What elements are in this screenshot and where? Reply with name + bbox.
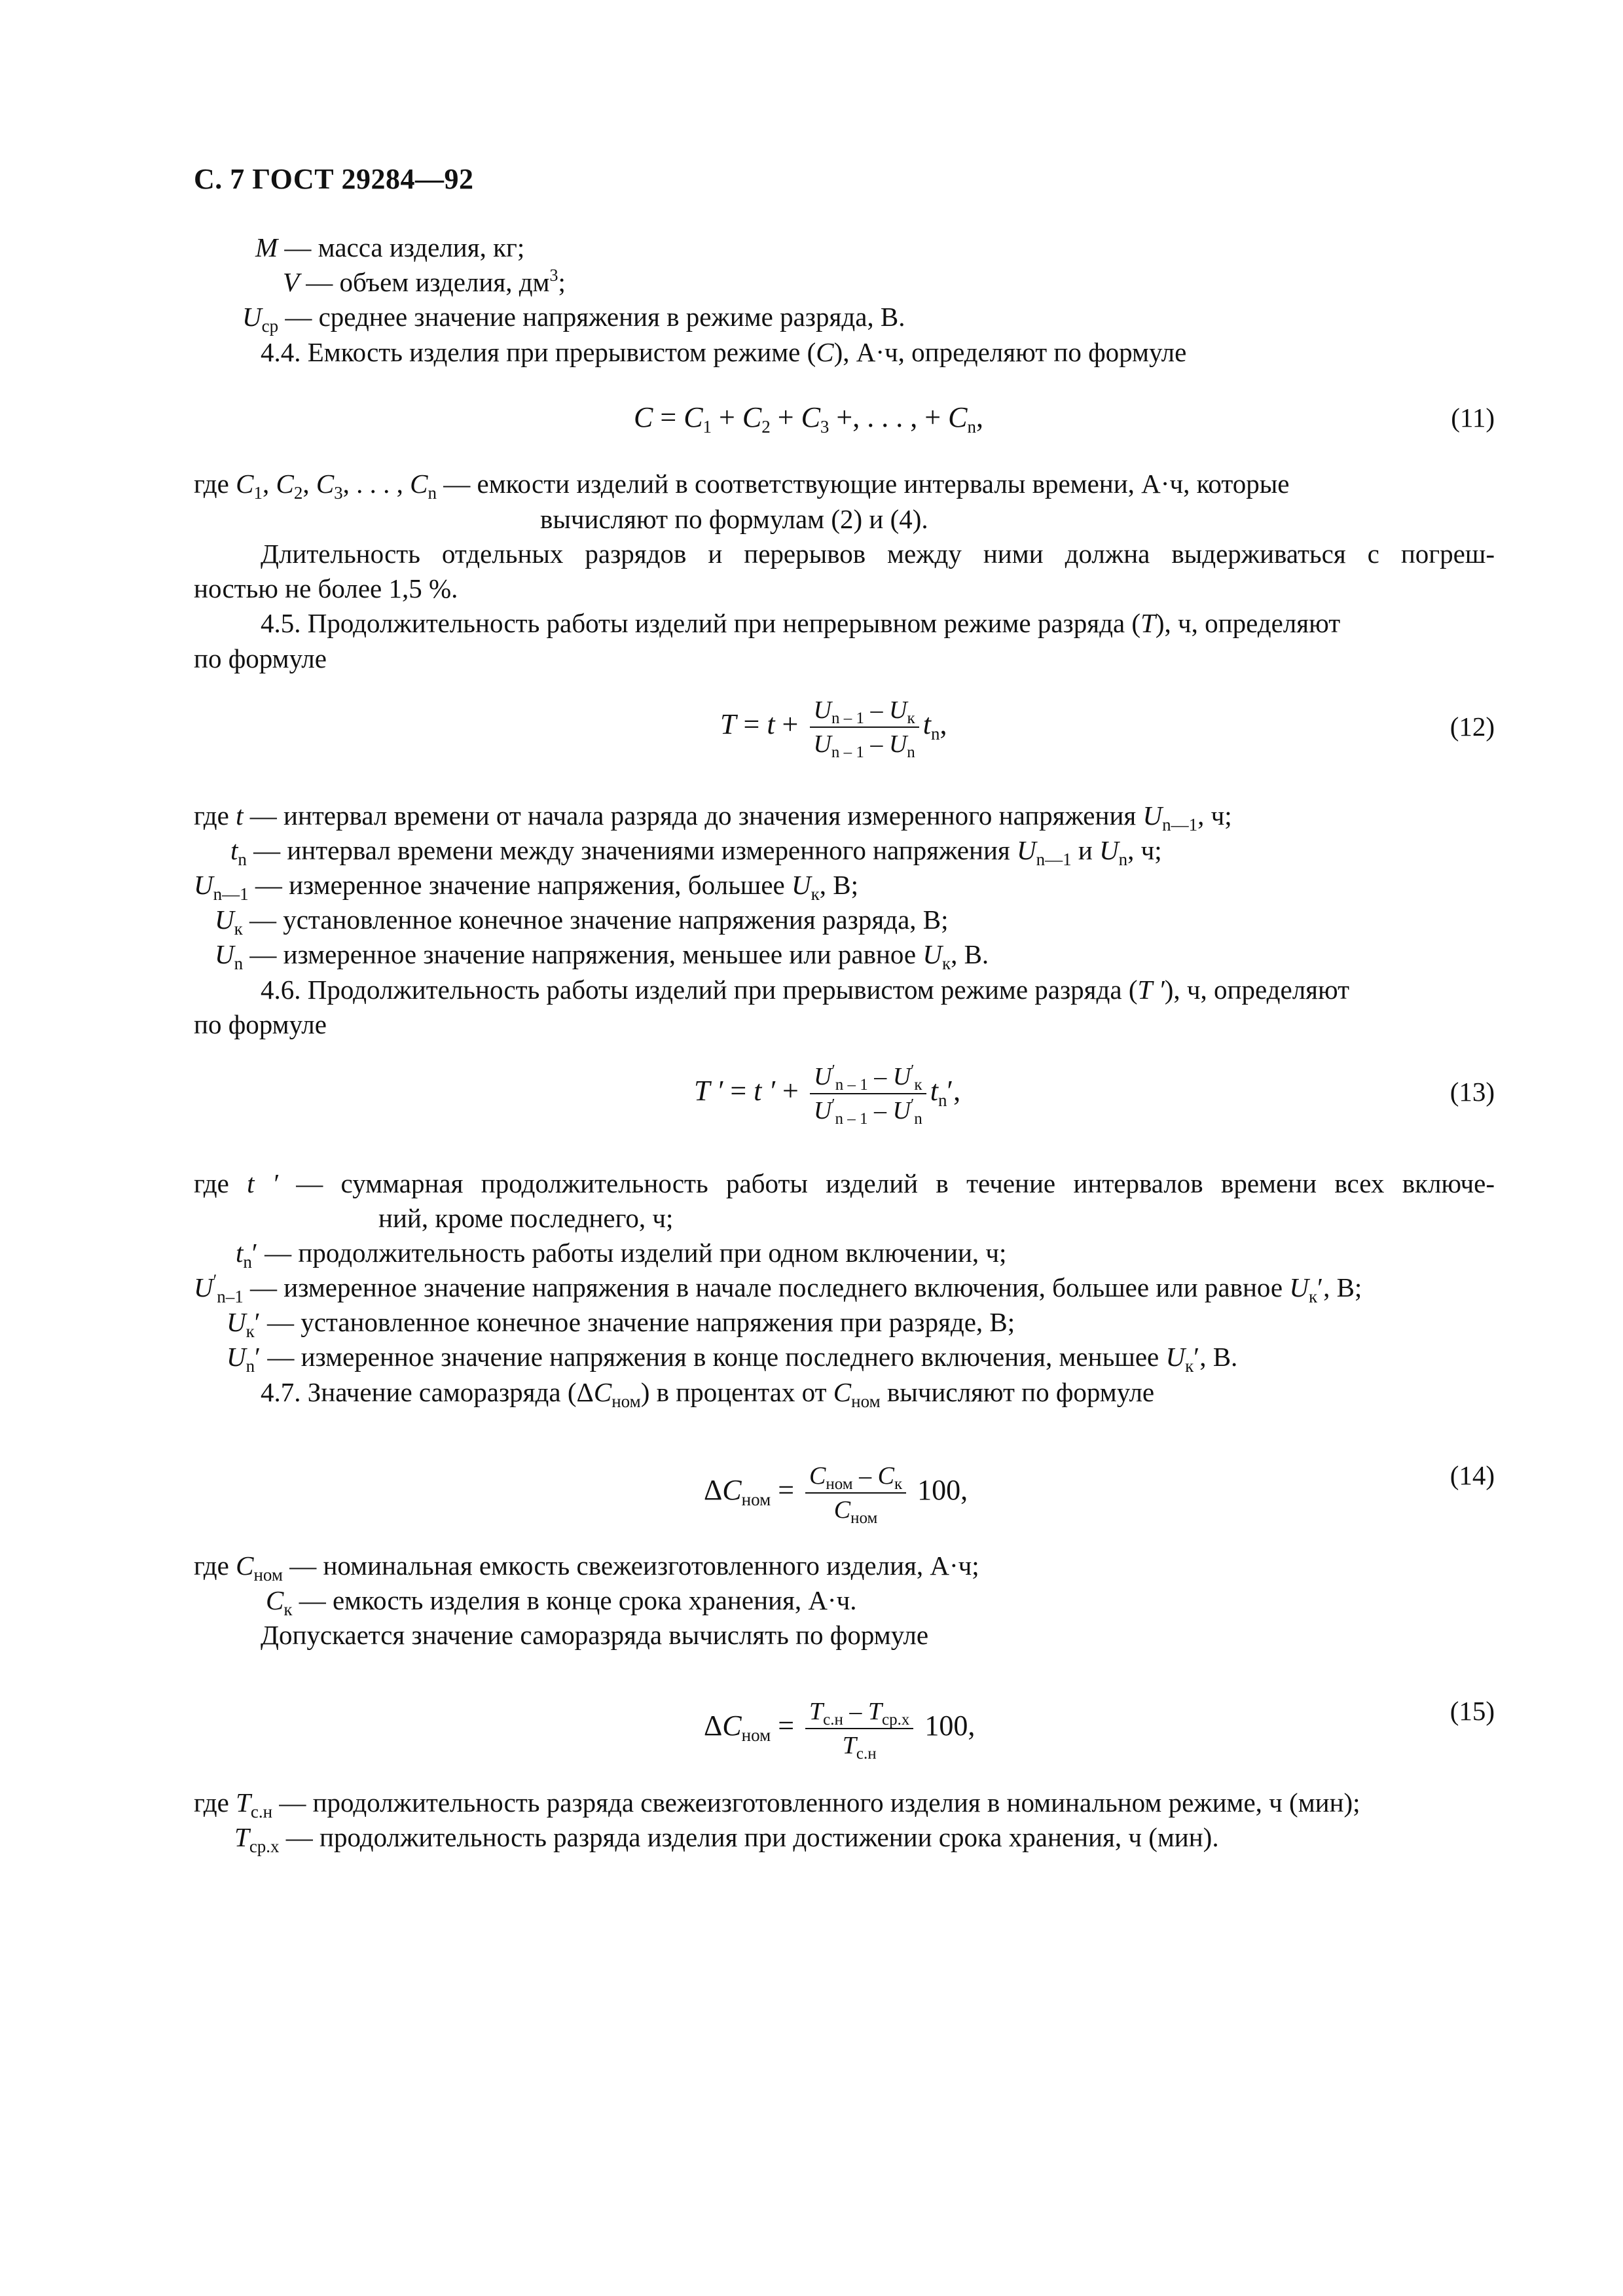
formula-11: $C = C_1 + C_2 + C_3$ +, . . . , + $C_n$, — [634, 401, 983, 437]
where-13-un1: $U'_{n-1}$ — измеренное значение напряжения в начале последнего включения, большее или равное $U_к'$, В; — [194, 1271, 1362, 1306]
formula-12-number: (12) — [1450, 711, 1495, 742]
section-4-5-line2: по формуле — [194, 643, 327, 673]
formula-15-number: (15) — [1450, 1696, 1495, 1726]
def-mass: M — масса изделия, кг; — [255, 232, 525, 262]
formula-11-number: (11) — [1451, 403, 1495, 433]
formula-13-number: (13) — [1450, 1077, 1495, 1107]
where-12-uk: $U_к$ — установленное конечное значение напряжения разряда, В; — [215, 905, 949, 939]
formula-14-number: (14) — [1450, 1460, 1495, 1490]
where-13-line2: ний, кроме последнего, ч; — [378, 1203, 674, 1233]
where-12-tn: $t_n$ — интервал времени между значениями измеренного напряжения $U_{n—1}$ и $U_n$, ч; — [230, 835, 1162, 869]
where-15-tsn: где $T_{с.н}$ — продолжительность разряда свежеизготовленного изделия в номинальном режиме, ч (мин); — [194, 1787, 1360, 1821]
formula-13-fraction: $\frac{U'_{n - 1} - U'_к}{U'_{n - 1} - U'_n}$ — [810, 1060, 926, 1127]
formula-15-fraction: $\frac{T_{с.н} - T_{ср.х}}{T_{с.н}}$ — [805, 1695, 913, 1762]
where-11-line2: вычисляют по формулам (2) и (4). — [540, 504, 928, 534]
formula-12: T = t + $\frac{U_{n - 1} - U_к}{U_{n - 1} - U_n}$ $t_n$, — [720, 694, 947, 761]
formula-14: $\Delta C_{ном}$ = $\frac{C_{ном} - C_к}{C_{ном}}$ 100, — [704, 1460, 968, 1526]
duration-para-line2: ностью не более 1,5 %. — [194, 573, 458, 603]
formula-12-fraction: $\frac{U_{n - 1} - U_к}{U_{n - 1} - U_n}$ — [809, 694, 919, 761]
duration-para-line1: Длительность отдельных разрядов и перерывов между ними должна выдерживаться с погреш- — [261, 539, 1495, 569]
page-header: С. 7 ГОСТ 29284—92 — [194, 163, 474, 195]
formula-13: T ′ = t ′ + $\frac{U'_{n - 1} - U'_к}{U'_{n - 1} - U'_n}$ $t_n'$, — [694, 1060, 960, 1127]
where-15-tsrx: $T_{ср.х}$ — продолжительность разряда изделия при достижении срока хранения, ч (мин). — [234, 1822, 1219, 1856]
formula-15: $\Delta C_{ном}$ = $\frac{T_{с.н} - T_{ср.х}}{T_{с.н}}$ 100, — [704, 1695, 975, 1762]
where-13-tn: $t_n'$ — продолжительность работы изделий при одном включении, ч; — [236, 1238, 1007, 1272]
section-4-6-line2: по формуле — [194, 1009, 327, 1039]
where-13-line1: где t ′ — суммарная продолжительность работы изделий в течение интервалов времени всех включе- — [194, 1168, 1495, 1198]
where-14-ck: $C_к$ — емкость изделия в конце срока хранения, А·ч. — [266, 1585, 857, 1619]
where-12-t: где t — интервал времени от начала разряда до значения измеренного напряжения $U_{n—1}$, ч; — [194, 800, 1232, 834]
formula-14-fraction: $\frac{C_{ном} - C_к}{C_{ном}}$ — [805, 1460, 906, 1526]
section-4-5-line1: 4.5. Продолжительность работы изделий при непрерывном режиме разряда (T), ч, определяют — [261, 608, 1341, 638]
where-13-uk: $U_к'$ — установленное конечное значение напряжения при разряде, В; — [227, 1307, 1015, 1341]
section-4-6-line1: 4.6. Продолжительность работы изделий при прерывистом режиме разряда (T ′), ч, определяют — [261, 975, 1350, 1005]
where-12-un1: $U_{n—1}$ — измеренное значение напряжения, большее $U_к$, В; — [194, 870, 858, 904]
where-14-cnom: где $C_{ном}$ — номинальная емкость свежеизготовленного изделия, А·ч; — [194, 1551, 979, 1585]
def-volume: V — объем изделия, $дм^3$; — [283, 266, 566, 297]
section-4-7: 4.7. Значение саморазряда $(\Delta C_{ном})$ в процентах от $C_{ном}$ вычисляют по формуле — [261, 1377, 1155, 1411]
where-11-line1: где $C_1$, $C_2$, $C_3$, . . . , $C_n$ — емкости изделий в соответствующие интервалы времени, А·ч, которые — [194, 469, 1290, 503]
where-12-un: $U_n$ — измеренное значение напряжения, меньшее или равное $U_к$, В. — [215, 939, 989, 973]
section-4-4: 4.4. Емкость изделия при прерывистом режиме (C), А·ч, определяют по формуле — [261, 337, 1187, 367]
def-u-avg: $U_{ср}$ — среднее значение напряжения в режиме разряда, В. — [242, 302, 905, 336]
where-13-un: $U_n'$ — измеренное значение напряжения в конце последнего включения, меньшее $U_к'$, В. — [227, 1342, 1238, 1376]
allowed-para: Допускается значение саморазряда вычислять по формуле — [261, 1620, 929, 1650]
